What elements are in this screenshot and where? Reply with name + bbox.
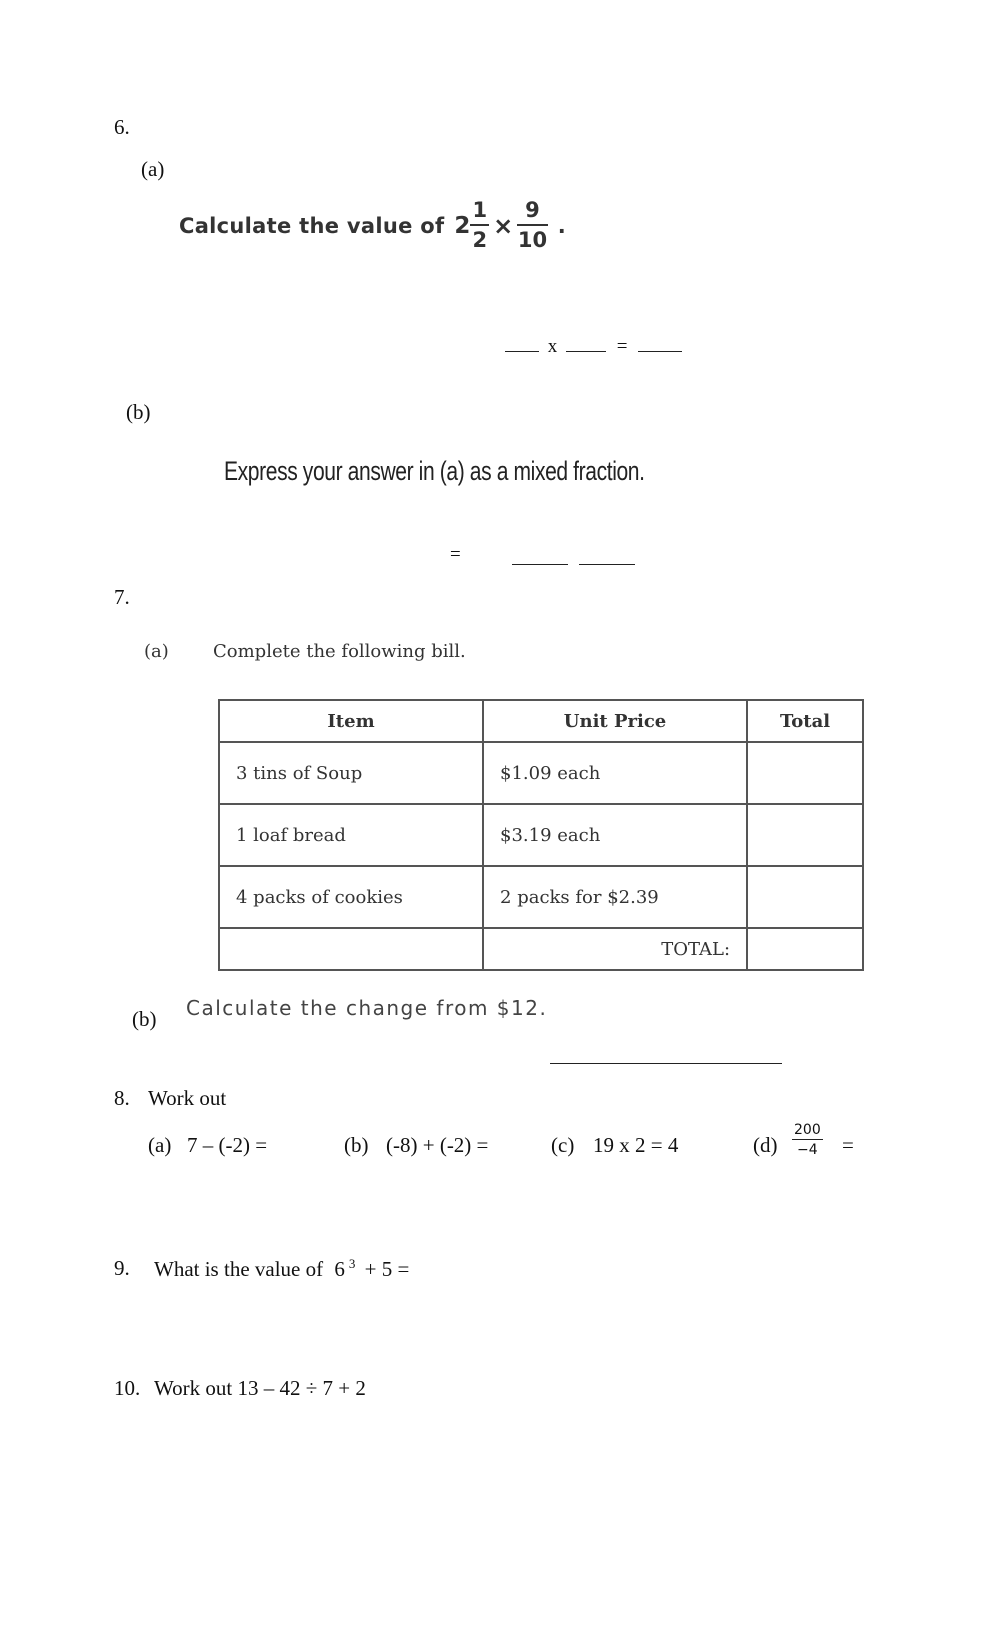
bill-table	[218, 699, 864, 971]
question-6a-prompt	[179, 200, 566, 251]
table-row	[219, 866, 863, 928]
question-8c-expression: 19 x 2 = 4	[593, 1133, 679, 1157]
price-cell: $3.19 each	[483, 804, 747, 866]
question-7a-text: Complete the following bill.	[213, 641, 466, 662]
empty-cell	[219, 928, 483, 970]
times-symbol: ×	[493, 211, 514, 240]
question-8d-label: (d)	[753, 1133, 778, 1157]
question-7b-text: Calculate the change from $12.	[186, 996, 548, 1020]
question-8-text: Work out	[148, 1086, 227, 1110]
question-10-text: Work out 13 – 42 ÷ 7 + 2	[154, 1376, 366, 1400]
item-cell: 1 loaf bread	[219, 804, 483, 866]
answer-eq-6b: =	[450, 544, 461, 565]
price-cell: 2 packs for $2.39	[483, 866, 747, 928]
answer-blank-6b-1[interactable]	[512, 564, 568, 565]
answer-blank-2[interactable]	[566, 351, 606, 352]
total-row	[219, 928, 863, 970]
question-6b-text: Express your answer in (a) as a mixed fraction.	[224, 456, 645, 486]
total-cell[interactable]	[747, 804, 863, 866]
question-6a-text: Calculate the value of	[179, 213, 445, 238]
question-8a-expression: 7 – (-2) =	[187, 1133, 268, 1157]
total-label-cell: TOTAL:	[483, 928, 747, 970]
question-8-number: 8.	[114, 1086, 130, 1110]
answer-blank-3[interactable]	[638, 351, 682, 352]
question-7b-label: (b)	[132, 1007, 157, 1031]
mixed-whole: 2	[454, 212, 471, 239]
question-8c-label: (c)	[551, 1133, 575, 1157]
header-total: Total	[747, 700, 863, 742]
answer-blank-7b[interactable]	[550, 1063, 782, 1064]
question-8d-fraction: $\frac{200}{-4}$	[794, 1122, 821, 1158]
question-8b-label: (b)	[344, 1133, 369, 1157]
answer-line-6a: x =	[505, 336, 682, 358]
question-9-number: 9.	[114, 1256, 130, 1280]
question-7a-label: (a)	[144, 641, 169, 662]
question-10-number: 10.	[114, 1376, 141, 1400]
question-6-number: 6.	[114, 115, 130, 139]
total-cell[interactable]	[747, 742, 863, 804]
price-cell: $1.09 each	[483, 742, 747, 804]
header-unit-price: Unit Price	[483, 700, 747, 742]
bill-header-row	[219, 700, 863, 742]
question-9-prompt: What is the value of 6 $^3$ + 5 =	[154, 1256, 410, 1281]
table-row	[219, 804, 863, 866]
answer-blank-6b-2[interactable]	[579, 564, 635, 565]
question-6a-label: (a)	[141, 157, 165, 181]
question-8d-equals: =	[842, 1133, 854, 1157]
header-item: Item	[219, 700, 483, 742]
item-cell: 3 tins of Soup	[219, 742, 483, 804]
question-7-number: 7.	[114, 585, 130, 609]
fraction-one-half: $\frac{1}{2}$	[472, 198, 488, 252]
end-dot: .	[557, 213, 566, 238]
total-cell[interactable]	[747, 866, 863, 928]
grand-total-cell[interactable]	[747, 928, 863, 970]
question-8a-label: (a)	[148, 1133, 172, 1157]
fraction-nine-tenths: $\frac{9}{10}$	[517, 198, 548, 252]
question-6b-label: (b)	[126, 400, 151, 424]
answer-blank-1[interactable]	[505, 351, 539, 352]
question-8b-expression: (-8) + (-2) =	[386, 1133, 489, 1157]
item-cell: 4 packs of cookies	[219, 866, 483, 928]
table-row	[219, 742, 863, 804]
